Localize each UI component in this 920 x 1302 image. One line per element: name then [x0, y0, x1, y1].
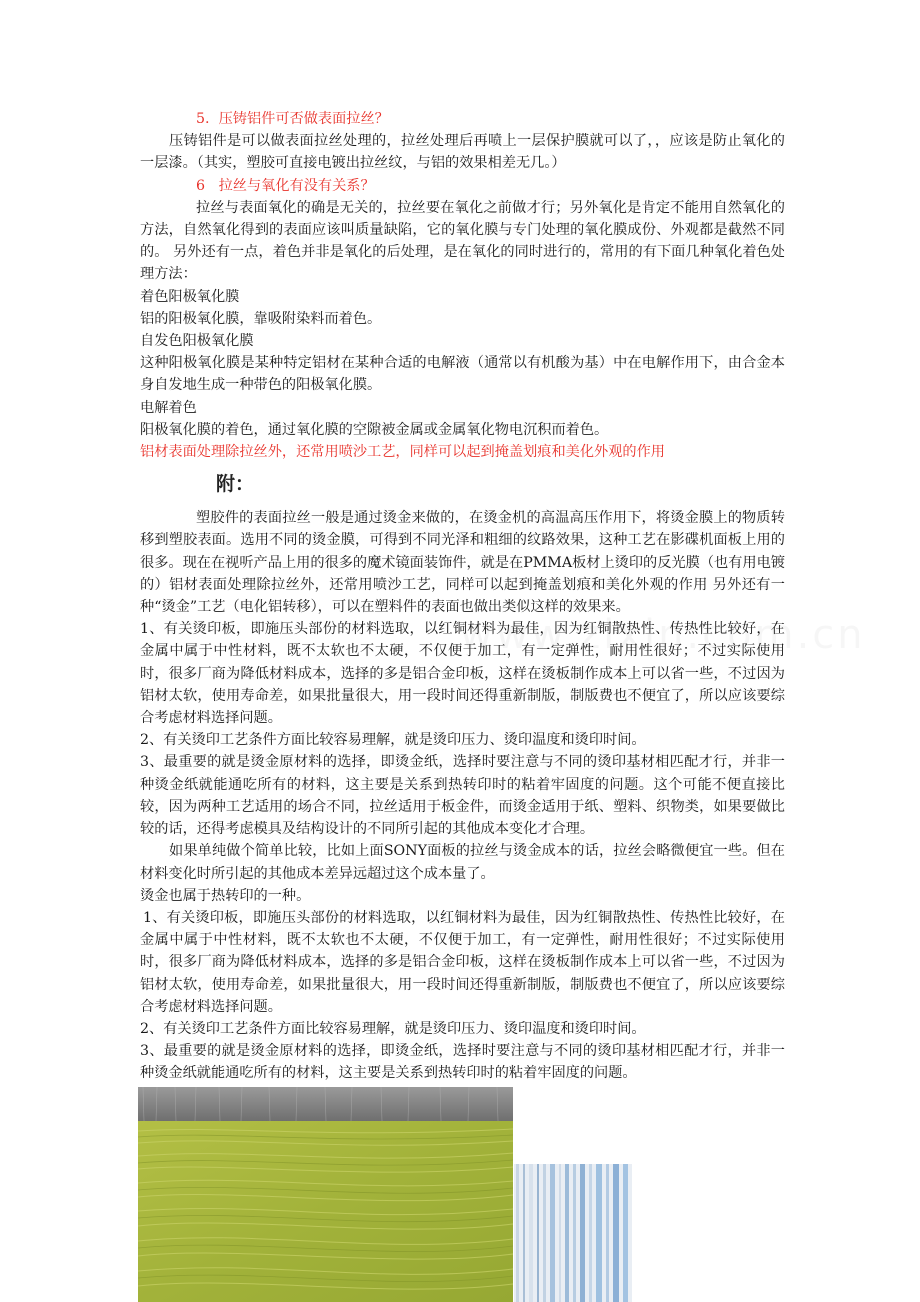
- texture-svg: [138, 1087, 513, 1302]
- brushed-texture-image: [138, 1087, 513, 1302]
- method-3-desc: 阳极氧化膜的着色，通过氧化膜的空隙被金属或金属氧化物电沉积而着色。: [140, 421, 609, 438]
- method-1-desc: 铝的阳极氧化膜，靠吸附染料而着色。: [140, 310, 382, 327]
- appendix-intro: 塑胶件的表面拉丝一般是通过烫金来做的，在烫金机的高温高压作用下，将烫金膜上的物质转移到塑胶表面。选用不同的烫金膜，可得到不同光泽和粗细的纹路效果，这种工艺在影碟机面板上用的很多。现在在视听产品上用的很多的魔术镜面装饰件，就是在PMMA板材上烫印的反光膜（也有用电镀的）铝材表面处理除拉丝外，还常用喷沙工艺，同样可以起到掩盖划痕和美化外观的作用 另外还有一种“烫金”工艺（电化铝转移），可以在塑料件的表面也做出类似这样的效果来。: [140, 510, 785, 616]
- appendix-hot-transfer: 烫金也属于热转印的一种。: [140, 887, 311, 904]
- question-5-number: 5.: [196, 111, 210, 127]
- red-note: 铝材表面处理除拉丝外，还常用喷沙工艺，同样可以起到掩盖划痕和美化外观的作用: [140, 444, 665, 461]
- question-5-title: 压铸铝件可否做表面拉丝？: [218, 111, 389, 127]
- blue-stripes-svg: [514, 1164, 632, 1302]
- question-6-number: 6: [196, 177, 206, 194]
- appendix-item-1-repeat: 1、有关烫印板，即施压头部份的材料选取，以红铜材料为最佳，因为红铜散热性、传热性比较好，在金属中属于中性材料，既不太软也不太硬，不仅便于加工，有一定弹性，耐用性很好；不过实际使用时，很多厂商为降低材料成本，选择的多是铝合金印板，这样在烫板制作成本上可以省一些，不过因为铝材太软，使用寿命差，如果批量很大，用一段时间还得重新制版，制版费也不便宜了，所以应该要综合考虑材料选择问题。: [140, 909, 785, 1015]
- question-6-heading: [140, 175, 785, 197]
- appendix-compare: 如果单纯做个简单比较，比如上面SONY面板的拉丝与烫金成本的话，拉丝会略微便宜一些。但在材料变化时所引起的其他成本差异远超过这个成本量了。: [140, 843, 785, 882]
- appendix-item-2: 2、有关烫印工艺条件方面比较容易理解，就是烫印压力、烫印温度和烫印时间。: [140, 732, 646, 749]
- method-2-desc: 这种阳极氧化膜是某种特定铝材在某种合适的电解液（通常以有机酸为基）中在电解作用下，由合金本身自发地生成一种带色的阳极氧化膜。: [140, 355, 785, 394]
- question-6-title: 拉丝与氧化有没有关系？: [218, 177, 375, 194]
- method-1-name: 着色阳极氧化膜: [140, 288, 240, 305]
- question-5-heading: [140, 108, 785, 130]
- method-2-name: 自发色阳极氧化膜: [140, 333, 254, 350]
- appendix-title: 附：: [216, 473, 255, 496]
- question-6-answer: 拉丝与表面氧化的确是无关的，拉丝要在氧化之前做才行；另外氧化是肯定不能用自然氧化的方法，自然氧化得到的表面应该叫质量缺陷，它的氧化膜与专门处理的氧化膜成份、外观都是截然不同的。 另外还有一点，着色并非是氧化的后处理，是在氧化的同时进行的，常用的有下面几种氧化着色处理方法：: [140, 199, 785, 283]
- question-5-answer: 压铸铝件是可以做表面拉丝处理的，拉丝处理后再喷上一层保护膜就可以了，，应该是防止氧化的一层漆。（其实，塑胶可直接电镀出拉丝纹，与铝的效果相差无几。）: [140, 133, 785, 172]
- appendix-item-2-repeat: 2、有关烫印工艺条件方面比较容易理解，就是烫印压力、烫印温度和烫印时间。: [140, 1020, 646, 1037]
- blue-brushed-image: [514, 1164, 632, 1302]
- appendix-item-3-repeat: 3、最重要的就是烫金原材料的选择，即烫金纸，选择时要注意与不同的烫印基材相匹配才行，并非一种烫金纸就能通吃所有的材料，这主要是关系到热转印时的粘着牢固度的问题。: [140, 1043, 785, 1082]
- appendix-item-1: 1、有关烫印板，即施压头部份的材料选取，以红铜材料为最佳，因为红铜散热性、传热性比较好，在金属中属于中性材料，既不太软也不太硬，不仅便于加工，有一定弹性，耐用性很好；不过实际使用时，很多厂商为降低材料成本，选择的多是铝合金印板，这样在烫板制作成本上可以省一些，不过因为铝材太软，使用寿命差，如果批量很大，用一段时间还得重新制版，制版费也不便宜了，所以应该要综合考虑材料选择问题。: [140, 621, 785, 727]
- method-3-name: 电解着色: [140, 399, 197, 416]
- document-body: [140, 108, 785, 1085]
- appendix-item-3: 3、最重要的就是烫金原材料的选择，即烫金纸，选择时要注意与不同的烫印基材相匹配才行，并非一种烫金纸就能通吃所有的材料，这主要是关系到热转印时的粘着牢固度的问题。这个可能不便直接比较，因为两种工艺适用的场合不同，拉丝适用于板金件，而烫金适用于纸、塑料、织物类，如果要做比较的话，还得考虑模具及结构设计的不同所引起的其他成本变化才合理。: [140, 754, 785, 838]
